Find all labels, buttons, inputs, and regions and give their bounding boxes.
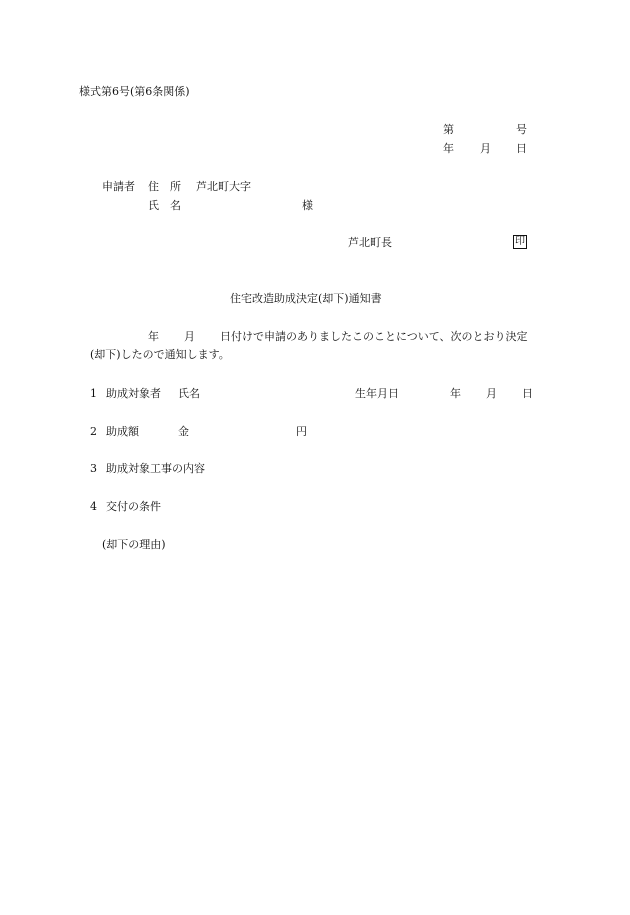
item4-number: 4 (90, 500, 97, 513)
date-year-label: 年 (443, 142, 454, 155)
doc-number-suffix: 号 (516, 123, 527, 136)
item1-label: 助成対象者 (106, 387, 161, 400)
form-number-label: 様式第6号(第6条関係) (79, 85, 190, 98)
item3-number: 3 (90, 462, 97, 475)
item2-yen-label: 円 (296, 425, 307, 438)
item1-birth-label: 生年月日 (355, 387, 399, 400)
body-text-line2: (却下)したので通知します。 (90, 348, 230, 361)
item1-number: 1 (90, 387, 97, 400)
issuer-title: 芦北町長 (348, 236, 392, 249)
document-title: 住宅改造助成決定(却下)通知書 (230, 292, 382, 305)
item1-month-label: 月 (486, 387, 497, 400)
item2-number: 2 (90, 425, 97, 438)
item2-label: 助成額 (106, 425, 139, 438)
rejection-reason-label: (却下の理由) (102, 538, 166, 551)
date-day-label: 日 (516, 142, 527, 155)
item1-year-label: 年 (450, 387, 461, 400)
address-label: 住 所 (148, 180, 181, 193)
item3-label: 助成対象工事の内容 (106, 462, 205, 475)
applicant-label: 申請者 (102, 180, 135, 193)
item2-kin-label: 金 (178, 425, 189, 438)
honorific-sama: 様 (302, 199, 313, 212)
body-month-label: 月 (184, 330, 195, 343)
date-month-label: 月 (480, 142, 491, 155)
address-value: 芦北町大字 (196, 180, 251, 193)
item1-name-label: 氏名 (178, 387, 200, 400)
body-text-line1: 日付けで申請のありましたこのことについて、次のとおり決定 (220, 330, 528, 343)
item4-label: 交付の条件 (106, 500, 161, 513)
seal-mark: 印 (515, 236, 525, 247)
doc-number-prefix: 第 (443, 123, 454, 136)
body-year-label: 年 (148, 330, 159, 343)
name-label: 氏 名 (148, 199, 181, 212)
item1-day-label: 日 (522, 387, 533, 400)
